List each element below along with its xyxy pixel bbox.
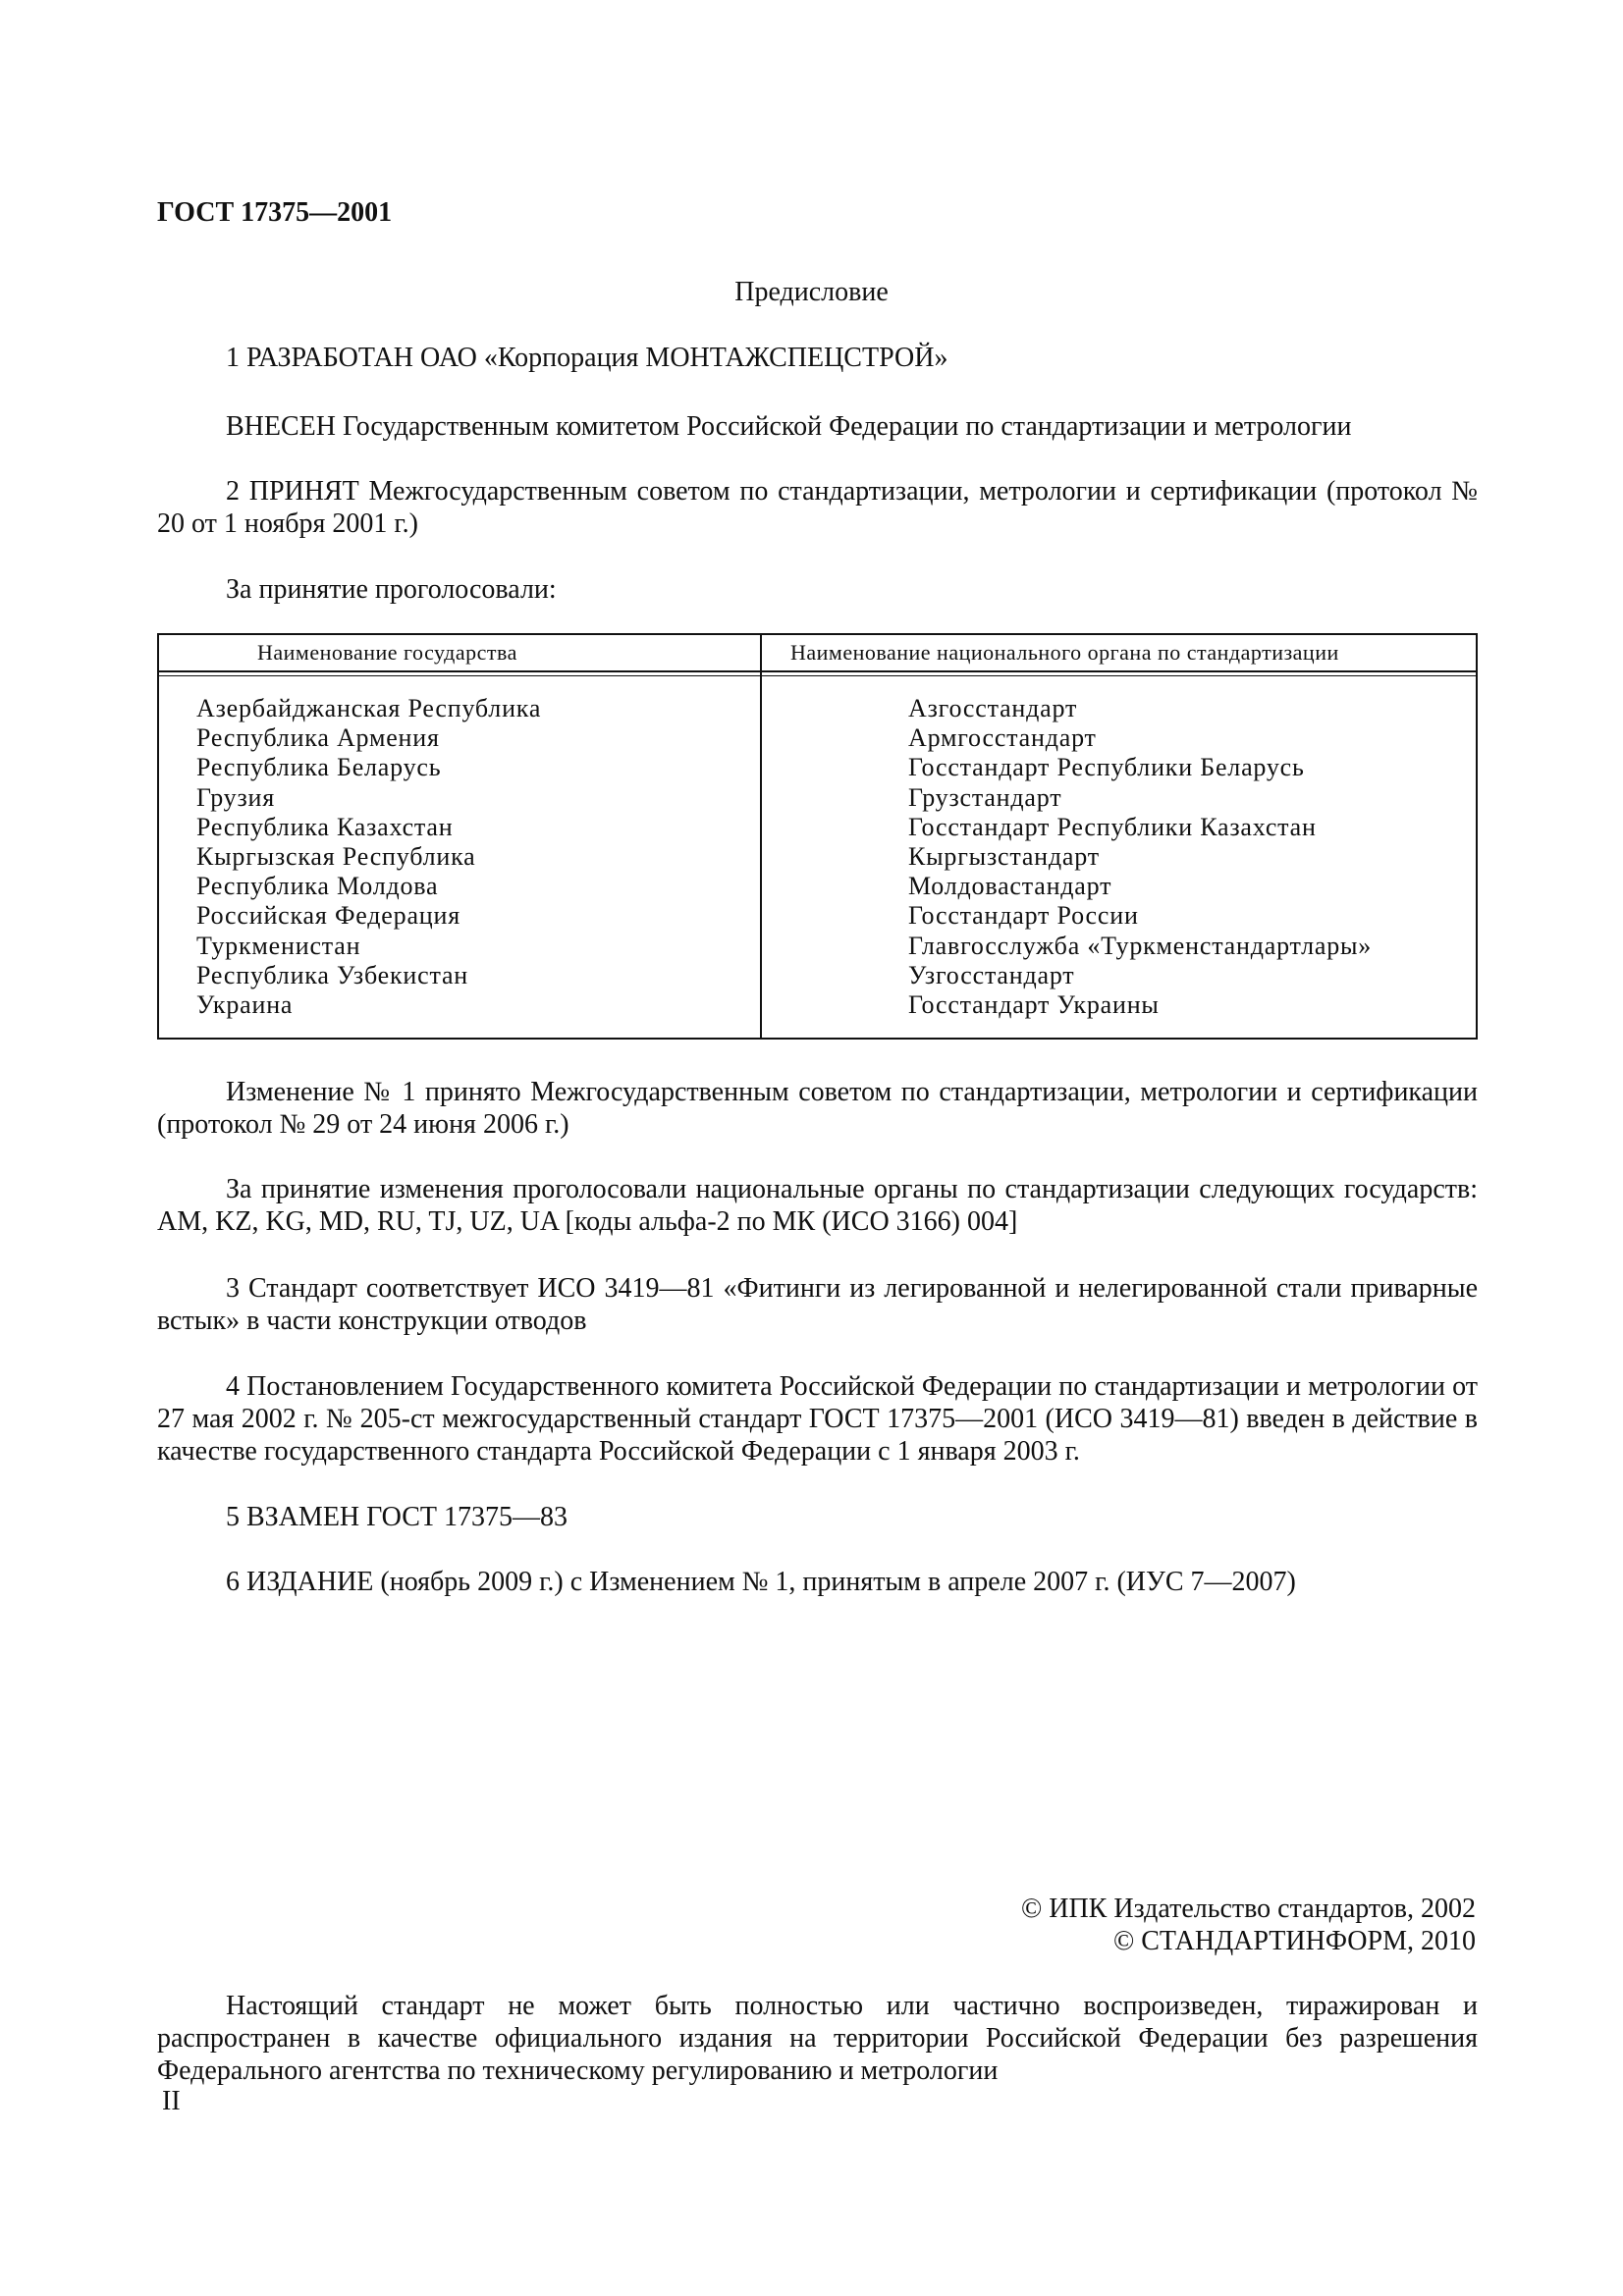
paragraph-iso-correspondence: 3 Стандарт соответствует ИСО 3419—81 «Фитинги из легированной и нелегированной стали приварные встык» в части конструкции отводов (157, 1273, 1478, 1336)
table-cell-body: Госстандарт Республики Казахстан (908, 812, 1317, 841)
paragraph-decree: 4 Постановлением Государственного комитета Российской Федерации по стандартизации и метрологии от 27 мая 2002 г. № 205-ст межгосударственный стандарт ГОСТ 17375—2001 (ИСО 3419—81) введен в действие в качестве государственного стандарта Российской Федерации с 1 января 2003 г. (157, 1371, 1478, 1467)
table-column-bodies (908, 694, 1372, 1020)
table-column-divider (760, 635, 762, 1038)
paragraph-amendment-voted: За принятие изменения проголосовали национальные органы по стандартизации следующих государств: AM, KZ, KG, MD, RU, TJ, UZ, UA [коды альфа-2 по МК (ИСО 3166) 004] (157, 1174, 1478, 1237)
reproduction-notice: Настоящий стандарт не может быть полностью или частично воспроизведен, тиражирован и распространен в качестве официального издания на территории Российской Федерации без разрешения Федерального агентства по техническому регулированию и метрологии (157, 1991, 1478, 2086)
page-number: II (162, 2086, 181, 2116)
table-header-divider-double (159, 675, 1476, 676)
paragraph-developed-by: 1 РАЗРАБОТАН ОАО «Корпорация МОНТАЖСПЕЦСТРОЙ» (226, 343, 948, 373)
table-cell-state: Республика Армения (196, 723, 440, 753)
table-header-body: Наименование национального органа по стандартизации (790, 640, 1339, 665)
table-cell-body: Армгосстандарт (908, 723, 1097, 753)
paragraph-adopted-by: 2 ПРИНЯТ Межгосударственным советом по стандартизации, метрологии и сертификации (протокол № 20 от 1 ноября 2001 г.) (157, 476, 1478, 539)
table-cell-state: Туркменистан (196, 931, 361, 960)
table-cell-state: Кыргызская Республика (196, 842, 476, 872)
table-cell-state: Республика Узбекистан (196, 960, 469, 989)
table-cell-state: Грузия (196, 782, 275, 812)
table-cell-body: Госстандарт Республики Беларусь (908, 753, 1305, 782)
table-cell-state: Республика Беларусь (196, 753, 442, 782)
table-cell-body: Госстандарт России (908, 901, 1139, 931)
copyright-line-2: © СТАНДАРТИНФОРМ, 2010 (1112, 1926, 1476, 1956)
copyright-line-1: © ИПК Издательство стандартов, 2002 (1020, 1894, 1476, 1924)
preface-title: Предисловие (734, 277, 889, 307)
table-cell-state: Украина (196, 990, 294, 1020)
paragraph-amendment: Изменение № 1 принято Межгосударственным советом по стандартизации, метрологии и сертификации (протокол № 29 от 24 июня 2006 г.) (157, 1077, 1478, 1140)
table-cell-state: Российская Федерация (196, 901, 460, 931)
table-cell-state: Азербайджанская Республика (196, 694, 542, 722)
table-cell-body: Азгосстандарт (908, 694, 1078, 722)
table-cell-body: Главгосслужба «Туркменстандартлары» (908, 931, 1373, 960)
paragraph-introduced-by: ВНЕСЕН Государственным комитетом Российской Федерации по стандартизации и метрологии (226, 411, 1352, 442)
paragraph-replaces: 5 ВЗАМЕН ГОСТ 17375—83 (226, 1502, 568, 1532)
table-cell-body: Госстандарт Украины (908, 990, 1160, 1020)
table-cell-body: Грузстандарт (908, 782, 1062, 812)
table-header-state: Наименование государства (257, 640, 517, 665)
paragraph-voted: За принятие проголосовали: (226, 574, 557, 605)
paragraph-edition: 6 ИЗДАНИЕ (ноябрь 2009 г.) с Изменением № 1, принятым в апреле 2007 г. (ИУС 7—2007) (226, 1567, 1296, 1597)
document-header: ГОСТ 17375—2001 (157, 197, 393, 228)
voting-table (157, 633, 1478, 1040)
table-cell-state: Республика Молдова (196, 872, 439, 901)
table-header-divider (159, 670, 1476, 672)
table-cell-body: Молдовастандарт (908, 872, 1112, 901)
table-cell-body: Узгосстандарт (908, 960, 1075, 989)
table-cell-state: Республика Казахстан (196, 812, 454, 841)
table-column-states (196, 694, 541, 1020)
table-cell-body: Кыргызстандарт (908, 842, 1100, 872)
